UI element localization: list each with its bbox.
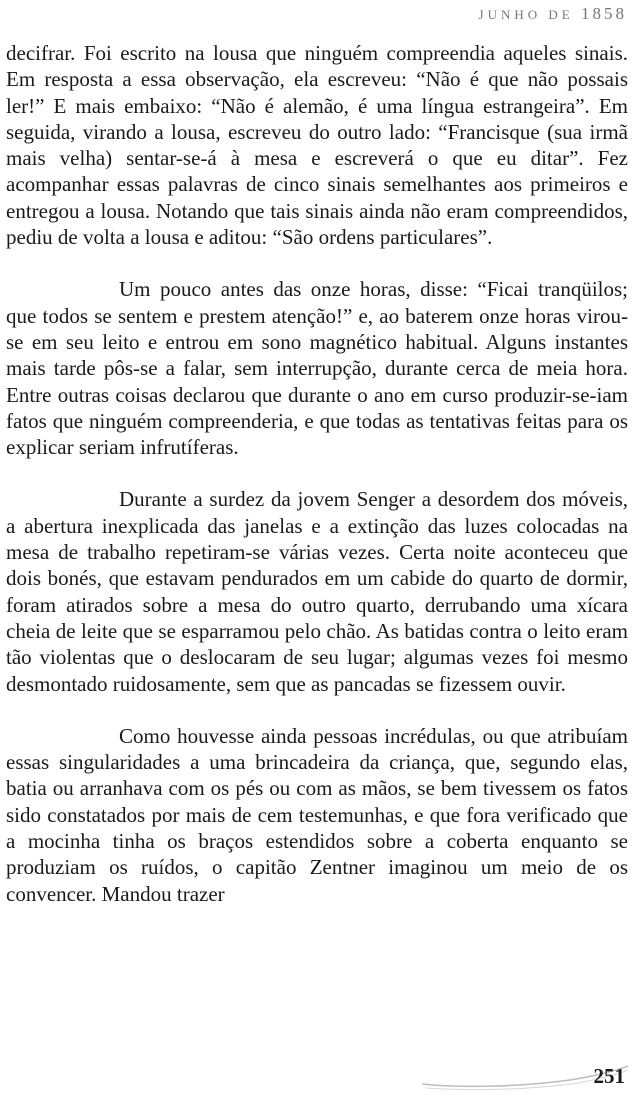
paragraph-continuation: decifrar. Foi escrito na lousa que ninguém compreendia aqueles sinais. Em resposta a essa observação, ela escreveu: “Não é que não possais ler!” E mais embaixo: “Não é alemão, é uma língua estrangeira”. Em seguida, virando a lousa, escreveu do outro lado: “Francisque (sua irmã mais velha) sentar-se-á à mesa e escreverá o que eu ditar”. Fez acompanhar essas palavras de cinco sinais semelhantes aos primeiros e entregou a lousa. Notando que tais sinais ainda não eram compreendidos, pediu de volta a lousa e aditou: “São ordens particulares”. [6,41,628,250]
paragraph: Um pouco antes das onze horas, disse: “Ficai tranqüilos; que todos se sentem e prestem atenção!” e, ao baterem onze horas virou-se em seu leito e entrou em sono magnético habitual. Alguns instantes mais tarde pôs-se a falar, sem interrupção, durante cerca de meia hora. Entre outras coisas declarou que durante o ano em curso produzir-se-iam fatos que ninguém compreenderia, e que todas as tentativas feitas para os explicar seriam infrutíferas. [6,277,628,460]
page-number: 251 [593,1064,625,1088]
paragraph: Durante a surdez da jovem Senger a desordem dos móveis, a abertura inexplicada das janelas e a extinção das luzes colocadas na mesa de trabalho repetiram-se várias vezes. Certa noite aconteceu que dois bonés, que estavam pendurados em um cabide do quarto de dormir, foram atirados sobre a mesa do outro quarto, derrubando uma xícara cheia de leite que se esparramou pelo chão. As batidas contra o leito eram tão violentas que o deslocaram de seu lugar; algumas vezes foi mesmo desmontado ruidosamente, sem que as pancadas se fizessem ouvir. [6,487,628,696]
body-text [6,40,628,933]
header-year: 1858 [581,4,627,23]
running-header [479,4,627,24]
paragraph: Como houvesse ainda pessoas incrédulas, ou que atribuíam essas singularidades a uma brincadeira da criança, que, segundo elas, batia ou arranhava com os pés ou com as mãos, se bem tivessem os fatos sido constatados por mais de cem testemunhas, e que fora verificado que a mocinha tinha os braços estendidos sobre a coberta enquanto se produziam os ruídos, o capitão Zentner imaginou um meio de os convencer. Mandou trazer [6,723,628,906]
header-month: JUNHO [478,7,542,22]
header-connector: DE [548,7,574,22]
